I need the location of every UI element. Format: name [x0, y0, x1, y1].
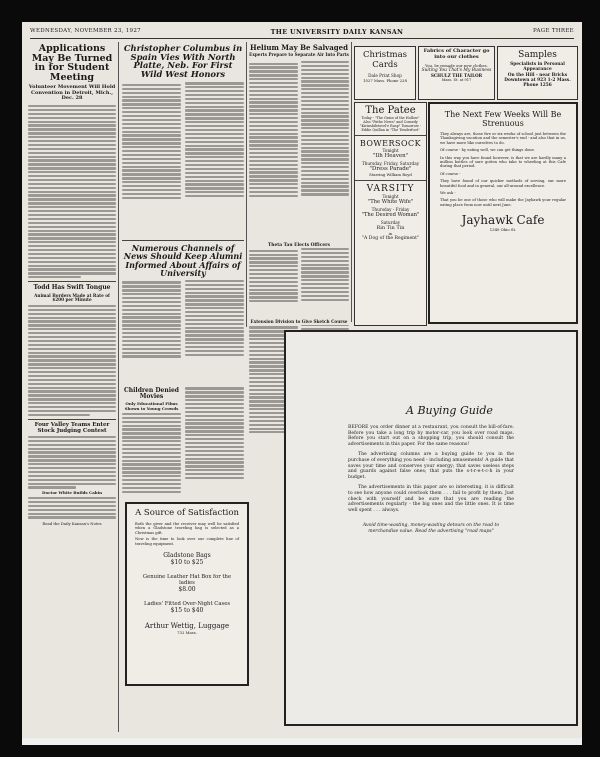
bowersock-title: BOWERSOCK [359, 139, 422, 148]
varsity-line4: "The Desired Woman" [361, 212, 420, 218]
bowersock-line4: "Dress Parade" [369, 166, 412, 172]
varsity-line7: in [388, 231, 393, 236]
col3-article-2-text [249, 248, 349, 318]
col3-subhead: Experts Prepare to Separate Air Into Parts [249, 52, 349, 58]
col1-headline-2: Todd Has Swift Tongue [33, 284, 111, 292]
col2-headline-2: Numerous Channels of News Should Keep Alumni Informed About Affairs of University [123, 243, 243, 278]
ad-buying-guide [284, 330, 578, 726]
col3-headline-3: Extension Division to Give Sketch Course [250, 319, 348, 325]
newspaper-page [22, 22, 582, 738]
jayhawk-p4: Of course - [440, 171, 461, 176]
buying-p2: The advertising columns are a buying guide to you in the purchase of everything you need - including amusements! A guide that saves your time and conserves your energy; that saves useless steps and guards against false ones; that puts the s-t-r-e-t-c-h in your budget. [348, 452, 514, 480]
fabrics-line1: You, be remade our new clothes. [425, 62, 488, 68]
header-date: WEDNESDAY, NOVEMBER 23, 1927 [30, 28, 141, 34]
jayhawk-title: The Next Few Weeks Will Be Strenuous [444, 110, 562, 128]
jayhawk-p2: Of course - by eating well, we can get things done. [440, 148, 535, 153]
ad-wettig-luggage [125, 502, 249, 686]
page-header [30, 28, 574, 37]
ad-fabrics [418, 46, 495, 100]
column-1 [28, 44, 116, 734]
patee-body: Today - "The Grain of the Hollow" Also "Pathe News" and Comedy "Kirinsbiletsvel'e Rasp" Tomorrow - Eddie Quillan in "The Tenderfoot" [359, 116, 422, 132]
wettig-body: Both the giver and the receiver may well be satisfied when a Gladstone traveling bag is selected as a Christmas gift. [135, 522, 239, 535]
christmas-phone: Phone 228 [386, 78, 407, 83]
header-page-number: PAGE THREE [533, 28, 574, 34]
col1-headline-3b: Doctor White Builds Cabin [41, 489, 103, 495]
jayhawk-p5: They have found of our quicker methods of serving, our more beautiful food and in general, our all-around excellence. [440, 179, 566, 188]
wettig-title: A Source of Satisfaction [135, 508, 239, 518]
col1-article-3-text [28, 436, 116, 489]
varsity-title: VARSITY [366, 184, 415, 194]
column-rule [246, 42, 247, 327]
col1-footer: Read the Daily Kansan's Notes [42, 520, 102, 526]
ad-theaters [354, 102, 427, 326]
wettig-item1: Gladstone Bags [163, 552, 211, 560]
wettig-name: Arthur Wettig, Luggage [144, 622, 230, 631]
varsity-line2: "The White Wife" [367, 199, 414, 205]
ad-jayhawk-cafe [428, 102, 578, 324]
wettig-item3: Ladies' Fitted Over-Night Cases [143, 601, 231, 608]
ad-christmas-cards [354, 46, 416, 100]
wettig-price2: $8.00 [178, 586, 196, 594]
bowersock-line1: Tonight [382, 148, 399, 153]
wettig-body2: Now is the time to look over our complete line of traveling equipment. [135, 537, 239, 546]
fabrics-tailor: SCHULZ THE TAILOR [430, 72, 483, 78]
varsity-line3: Thursday - Friday [371, 207, 410, 212]
christmas-shop: Dale Print Shop [368, 73, 402, 78]
header-paper-name: THE UNIVERSITY DAILY KANSAN [270, 28, 404, 36]
col2-subhead-3: Only Educational Films Shown to Young Crowds [124, 401, 179, 411]
buying-p3: The advertisements in this paper are so interesting, it is difficult to see how anyone could overlook them . . . fail to profit by them. Just check with yourself and be sure that you are reading the advertisements regularly - the big ones and the little ones. It is time well spent . . . always. [348, 485, 514, 513]
jayhawk-p1: They always are, those five or six weeks of school just between the Thanksgiving vacation and the semester's end - and also that in us, we have more like ourselves to do. [440, 132, 566, 145]
col1-headline: Applications May Be Turned in for Student Meeting [31, 44, 113, 84]
col1-article-text [28, 105, 116, 278]
samples-line2: On the Hill - near Bricks Downtown at 923 1-2 Mass. [504, 73, 571, 83]
jayhawk-name: Jayhawk Cafe [461, 213, 545, 228]
ad-samples [497, 46, 578, 100]
bowersock-line5: Starring William Boyd [369, 172, 412, 177]
jayhawk-p7: That you be one of those who will make the Jayhawk your regular eating place from now until next June. [440, 198, 566, 207]
col1-article-3b-text [28, 497, 116, 519]
samples-phone: Phone 1256 [523, 83, 552, 88]
christmas-address: 1027 Mass. [363, 78, 386, 83]
col1-article-2-text [28, 305, 116, 416]
col1-headline-3: Four Valley Teams Enter Stock Judging Contest [34, 422, 110, 434]
wettig-address: 732 Mass. [177, 630, 197, 636]
col3-article-text [249, 61, 349, 241]
page-bottom-strip [22, 738, 582, 745]
varsity-line6: Rin Tin Tin [376, 225, 405, 231]
col1-subhead: Volunteer Movement Will Hold Convention in Detroit, Mich., Dec. 28 [28, 83, 116, 102]
samples-title: Samples [518, 50, 557, 60]
column-rule [351, 42, 352, 322]
column-rule [118, 42, 119, 732]
col2-article-3-cont [185, 386, 244, 495]
col2-article-3-text [122, 413, 181, 493]
col3-headline-2: Theta Tau Elects Officers [268, 242, 330, 248]
col2-article-2-text [122, 280, 244, 386]
jayhawk-p6: We ask - [440, 191, 456, 196]
col3-headline: Helium May Be Salvaged [249, 44, 348, 52]
fabrics-line2: Suiting You That's My Business [421, 67, 492, 73]
samples-line1: Specialists in Personal Appearance [510, 62, 565, 72]
bowersock-line3: Thursday, Friday, Saturday [361, 161, 420, 166]
col2-article-text [122, 82, 244, 237]
fabrics-address: Mass. St. at 917 [441, 77, 472, 82]
buying-p1: BEFORE you order dinner at a restaurant, you consult the bill-of-fare. Before you take a long trip by motor-car, you look over road maps. Before you start out on a shopping trip, you should consult the advertisements in this paper. For the same reasons! [348, 425, 514, 447]
buying-title: A Buying Guide [406, 404, 493, 417]
varsity-line1: Tonight [382, 194, 399, 199]
varsity-line5: Saturday [380, 220, 401, 225]
column-2 [122, 44, 244, 499]
header-rule [30, 38, 574, 39]
fabrics-title: Fabrics of Character go into our clothes [423, 48, 490, 60]
buying-p4: Avoid time-wasting, money-wasting detours on the road to merchandise value. Read the advertising "road maps" [362, 523, 500, 534]
col2-headline-3: Children Denied Movies [124, 386, 179, 400]
wettig-item2: Genuine Leather Hat Box for the ladies [142, 574, 232, 587]
patee-title: The Patee [365, 105, 416, 116]
wettig-price3: $15 to $40 [170, 607, 204, 615]
bowersock-line2: "Ilh Heaven" [372, 153, 409, 159]
col1-subhead-2: Animal Borders Made at Rate of $200 per Minute [34, 292, 110, 303]
jayhawk-p3: In this way you have found however, is that we are hardly many a million bottles of sure gotten who take to wheeling at this Cafe during that period. [440, 155, 566, 169]
christmas-title: Christmas Cards [362, 50, 408, 70]
jayhawk-address: 1340 Ohio St. [489, 227, 517, 233]
col2-headline: Christopher Columbus in Spain Vies With North Platte, Neb. For First Wild West Honors [123, 44, 243, 79]
varsity-line8: "A Dog of the Regiment" [361, 236, 420, 241]
wettig-price1: $10 to $25 [170, 559, 204, 567]
